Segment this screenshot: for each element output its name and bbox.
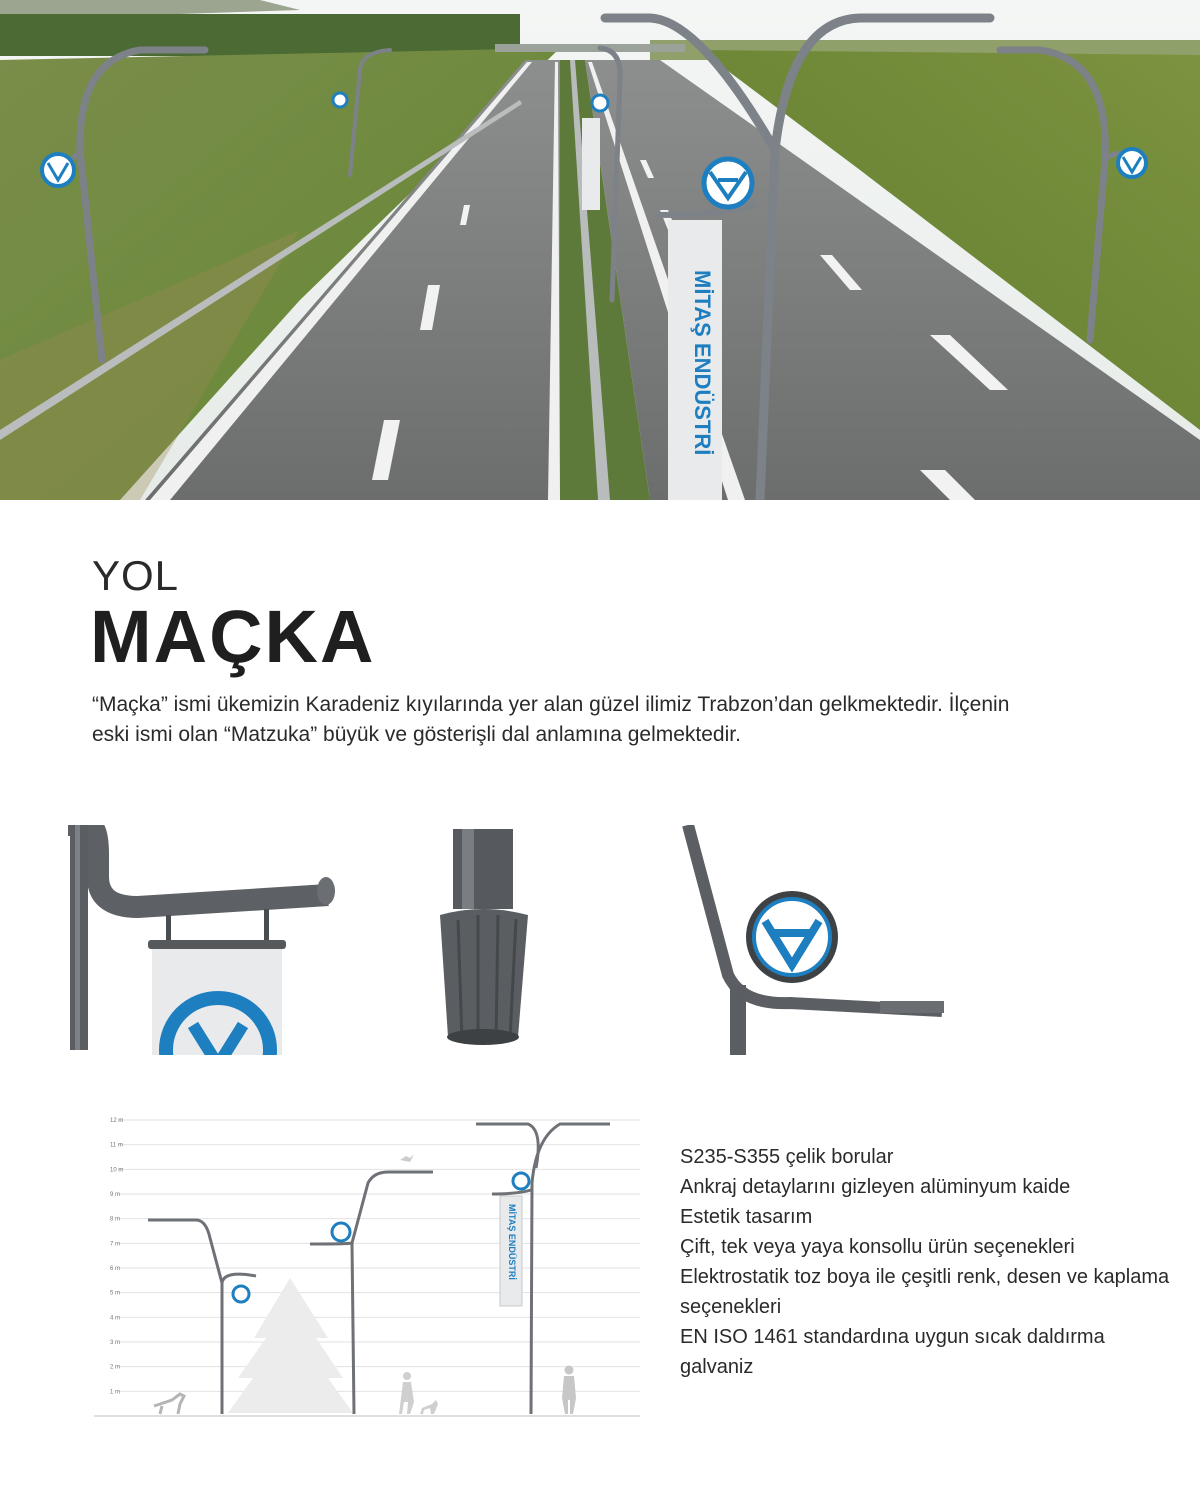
height-scale-label: 5 m [110,1290,121,1297]
feature-item: Estetik tasarım [680,1206,813,1228]
height-scale-label: 12 m [110,1118,124,1124]
dog-silhouette-icon [154,1394,184,1414]
height-scale-label: 1 m [110,1389,121,1396]
product-title: MAÇKA [90,595,376,678]
height-scale-label: 9 m [110,1192,121,1198]
height-scale-label: 4 m [110,1315,121,1322]
height-scale-label: 7 m [110,1241,121,1248]
pole-double-icon [476,1124,610,1414]
logo-ring-arm-detail-icon [680,825,950,1055]
height-scale-label: 2 m [110,1364,121,1371]
highway-photo-illustration [0,0,1200,500]
aluminium-base-detail-icon [410,825,570,1055]
height-scale-labels [110,1118,123,1395]
walker-with-dog-icon [399,1372,438,1414]
bird-silhouette-icon [400,1154,414,1162]
feature-item: Elektrostatik toz boya ile çeşitli renk, desen ve kaplama seçenekleri [680,1266,1170,1318]
banner-arm-detail-icon [68,825,348,1055]
height-scale-label: 3 m [110,1340,121,1346]
product-description: “Maçka” ismi ükemizin Karadeniz kıyılarında yer alan güzel ilimiz Trabzon’dan gelkmektedir. İlçenin eski ismi olan “Matzuka” büyük ve gösterişli dal anlamına gelmektedir. [92,693,1010,746]
hero-photo [0,0,1200,500]
height-scale-label: 11 m [110,1142,123,1149]
feature-item: EN ISO 1461 standardına uygun sıcak daldırma galvaniz [680,1326,1105,1378]
height-scale-label: 10 m [110,1167,124,1174]
category-label: YOL [92,552,180,599]
height-scale-label: 6 m [110,1266,121,1272]
feature-item: Ankraj detaylarını gizleyen alüminyum kaide [680,1176,1071,1198]
feature-item: S235-S355 çelik borular [680,1146,894,1168]
height-scale-diagram [88,1108,648,1422]
height-scale-label: 8 m [110,1216,121,1223]
feature-list [680,1142,1180,1382]
diagram-banner-logo-text: MİTAŞ ENDÜSTRİ [507,1204,517,1280]
feature-item: Çift, tek veya yaya konsollu ürün seçenekleri [680,1236,1075,1258]
person-silhouette-icon [562,1366,576,1415]
height-grid-lines [118,1120,640,1391]
hero-banner-logo-text: MİTAŞ ENDÜSTRİ [690,270,715,456]
